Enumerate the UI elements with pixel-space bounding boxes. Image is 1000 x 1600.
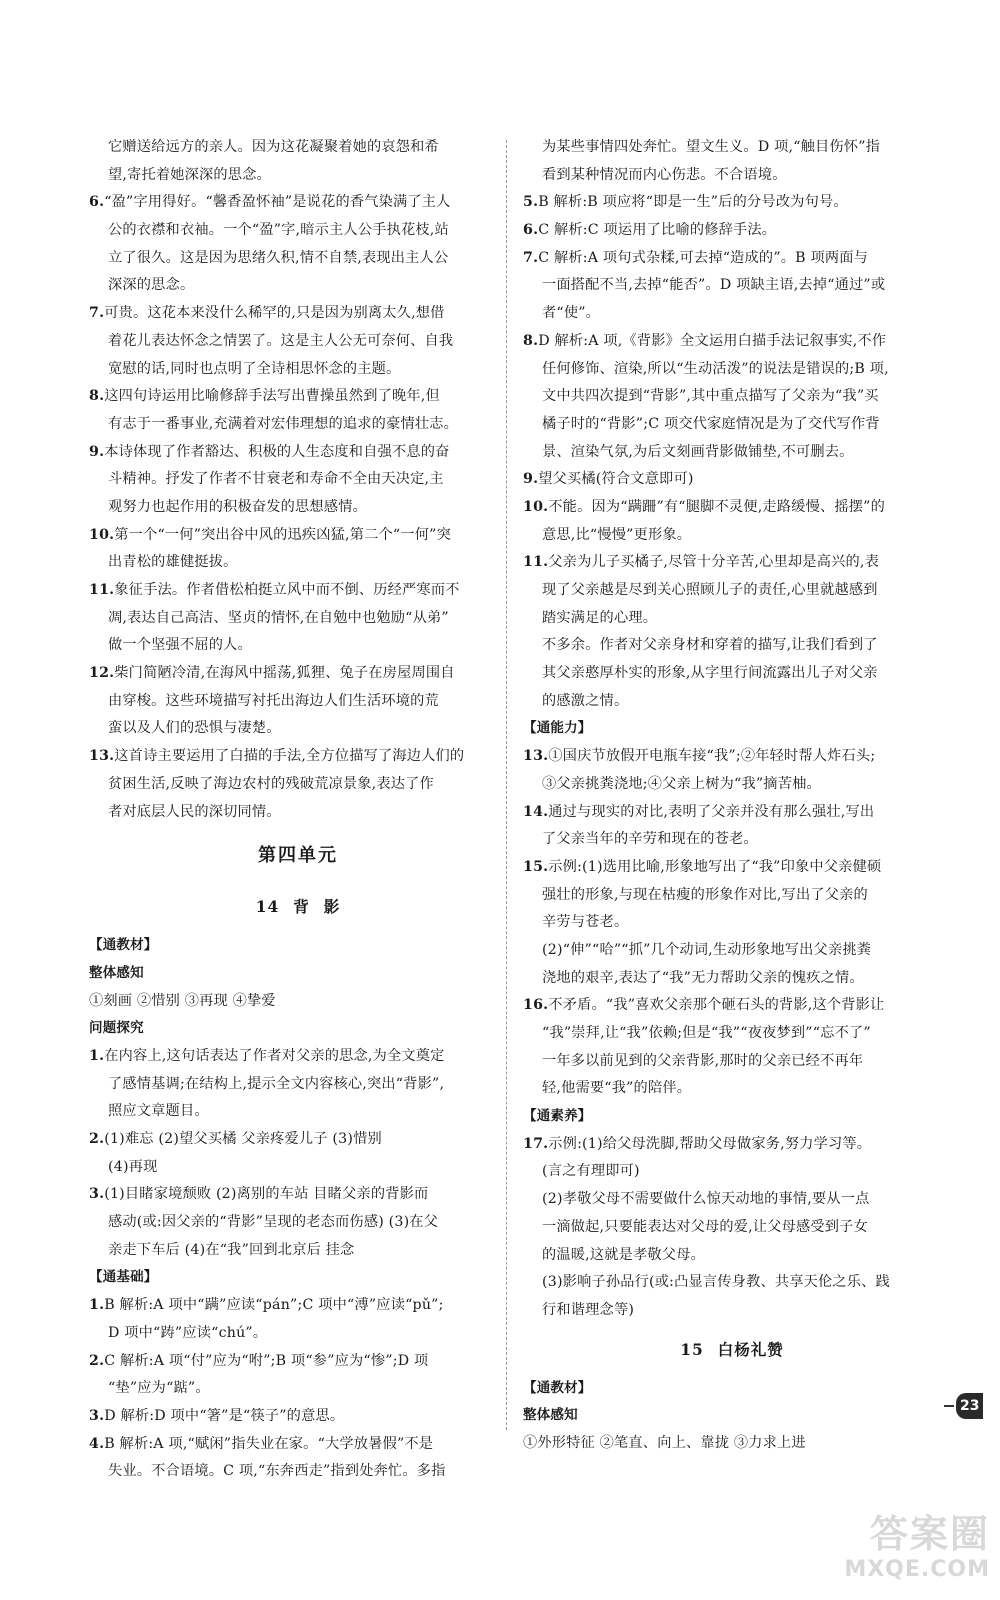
lesson-title bbox=[523, 1325, 941, 1375]
text-line: “盈”字用得好。“馨香盈怀袖”是说花的香气染满了主人 bbox=[104, 194, 451, 211]
section-heading: 【通教材】 bbox=[523, 1379, 592, 1396]
text-line: 通过与现实的对比,表明了父亲并没有那么强壮,写出 bbox=[548, 803, 875, 820]
text-line: 的感激之情。 bbox=[542, 692, 629, 709]
answer-b1 bbox=[89, 1292, 507, 1320]
answer-11 bbox=[523, 549, 941, 577]
text-line: 柴门简陋冷清,在海风中摇荡,狐狸、兔子在房屋周围自 bbox=[114, 665, 455, 682]
text-line: 第一个“一何”突出谷中风的迅疾凶猛,第二个“一何”突 bbox=[114, 526, 451, 543]
answer-9 bbox=[89, 439, 507, 467]
text-line: B 解析:A 项,“赋闲”指失业在家。“大学放暑假”不是 bbox=[104, 1435, 434, 1452]
text-line: 的温暖,这就是孝敬父母。 bbox=[542, 1246, 705, 1263]
section-heading: 【通素养】 bbox=[523, 1108, 592, 1125]
text-line: (4)再现 bbox=[108, 1158, 158, 1175]
question-number: 8. bbox=[523, 332, 539, 349]
answer-b3 bbox=[89, 1403, 507, 1431]
unit-title: 第四单元 bbox=[258, 845, 338, 867]
text-line: 不矛盾。“我”喜欢父亲那个砸石头的背影,这个背影让 bbox=[548, 997, 885, 1014]
text-line: 公的衣襟和衣袖。一个“盈”字,暗示主人公手执花枝,站 bbox=[108, 222, 449, 239]
answer-6 bbox=[523, 217, 941, 245]
question-number: 16. bbox=[523, 997, 549, 1014]
text-line: 一滴做起,只要能表达对父母的爱,让父母感受到子女 bbox=[542, 1218, 868, 1235]
question-number: 7. bbox=[89, 305, 105, 322]
question-number: 11. bbox=[89, 582, 115, 598]
text-line: (言之有理即可) bbox=[542, 1163, 640, 1180]
answer-b4 bbox=[89, 1431, 507, 1459]
text-line: 这四句诗运用比喻修辞手法写出曹操虽然到了晚年,但 bbox=[104, 388, 440, 405]
answer-16 bbox=[523, 992, 941, 1020]
text-line: 文中共四次提到“背影”,其中重点描写了父亲为“我”买 bbox=[542, 388, 879, 405]
question-number: 3. bbox=[89, 1407, 105, 1424]
question-number: 6. bbox=[523, 222, 539, 239]
text-line: (3)影响子孙品行(或:凸显言传身教、共享天伦之乐、践 bbox=[542, 1274, 890, 1291]
question-number: 5. bbox=[523, 194, 539, 211]
text-line: 辛劳与苍老。 bbox=[542, 914, 629, 931]
text-line: C 解析:A 项“付”应为“咐”;B 项“参”应为“惨”;D 项 bbox=[104, 1352, 429, 1369]
text-line: 踏实满足的心理。 bbox=[542, 609, 658, 626]
question-number: 7. bbox=[523, 249, 539, 266]
question-number: 2. bbox=[89, 1131, 105, 1147]
page-number-dash bbox=[944, 1405, 954, 1407]
text-line: 为某些事情四处奔忙。望文生义。D 项,“触目伤怀”指 bbox=[542, 139, 881, 155]
text-line: 斗精神。抒发了作者不甘衰老和寿命不全由天决定,主 bbox=[108, 471, 444, 488]
text-line: B 解析:A 项中“蹒”应读“pán”;C 项中“溥”应读“pǔ”; bbox=[104, 1297, 444, 1314]
section-heading: 【通基础】 bbox=[89, 1269, 158, 1286]
text-line: ③父亲挑粪浇地;④父亲上树为“我”摘苦柚。 bbox=[542, 775, 821, 792]
text-line: 强壮的形象,与现在枯瘦的形象作对比,写出了父亲的 bbox=[542, 886, 868, 903]
answer-7 bbox=[523, 245, 941, 273]
answer-3 bbox=[89, 1181, 507, 1209]
page-number bbox=[944, 1393, 983, 1419]
text-line: “垫”应为“踮”。 bbox=[108, 1380, 210, 1397]
answer-10 bbox=[523, 494, 941, 522]
text-line: B 解析:B 项应将“即是一生”后的分号改为句号。 bbox=[538, 194, 848, 211]
answer-7 bbox=[89, 300, 507, 328]
question-number: 13. bbox=[523, 748, 549, 765]
text-line: 有志于一番事业,充满着对宏伟理想的追求的豪情壮志。 bbox=[108, 415, 459, 432]
text-line: 本诗体现了作者豁达、积极的人生态度和自强不息的奋 bbox=[104, 443, 450, 460]
lesson-number: 15 bbox=[680, 1339, 704, 1359]
text-line: 深深的思念。 bbox=[108, 277, 195, 294]
column-divider bbox=[506, 140, 507, 1430]
answer-12 bbox=[89, 660, 507, 688]
question-number: 13. bbox=[89, 748, 115, 765]
text-line: (1)难忘 (2)望父买橘 父亲疼爱儿子 (3)惜别 bbox=[104, 1131, 382, 1147]
text-line: 一面搭配不当,去掉“能否”。D 项缺主语,去掉“通过”或 bbox=[542, 277, 886, 294]
text-line: 出青松的雄健挺拔。 bbox=[108, 554, 238, 571]
question-number: 14. bbox=[523, 803, 549, 820]
question-number: 9. bbox=[523, 471, 539, 488]
text-line: D 项中“踌”应读“chú”。 bbox=[108, 1324, 268, 1341]
watermark bbox=[810, 1512, 990, 1592]
text-line: 示例:(1)给父母洗脚,帮助父母做家务,努力学习等。 bbox=[548, 1135, 872, 1152]
lesson-name: 白杨礼赞 bbox=[717, 1339, 784, 1359]
text-line: 父亲为儿子买橘子,尽管十分辛苦,心里却是高兴的,表 bbox=[548, 554, 879, 571]
subsection-heading: 整体感知 bbox=[89, 964, 144, 981]
text-line: 在内容上,这句话表达了作者对父亲的思念,为全文奠定 bbox=[104, 1047, 445, 1064]
right-column bbox=[523, 134, 941, 1458]
text-line: 立了很久。这是因为思绪久积,情不自禁,表现出主人公 bbox=[108, 249, 449, 266]
answer-13 bbox=[89, 743, 507, 771]
answer-6 bbox=[89, 189, 507, 217]
text-line: (2)“伸”“哈”“抓”几个动词,生动形象地写出父亲挑粪 bbox=[542, 941, 872, 958]
answer-13 bbox=[523, 743, 941, 771]
subsection-heading: 整体感知 bbox=[523, 1407, 578, 1424]
text-line: 现了父亲越是尽到关心照顾儿子的责任,心里就越感到 bbox=[542, 582, 878, 598]
text-line: “我”崇拜,让“我”依赖;但是“我”“夜夜梦到”“忘不了” bbox=[542, 1025, 871, 1041]
left-column bbox=[89, 134, 507, 1486]
text-line: 蛮以及人们的恐惧与凄楚。 bbox=[108, 720, 281, 737]
answer-2 bbox=[89, 1126, 507, 1154]
watermark-url: MXQE.COM bbox=[844, 1557, 990, 1582]
answer-17 bbox=[523, 1131, 941, 1159]
text-line: 这首诗主要运用了白描的手法,全方位描写了海边人们的 bbox=[114, 748, 465, 765]
question-number: 9. bbox=[89, 443, 105, 460]
text-line: 望父买橘(符合文意即可) bbox=[538, 471, 694, 488]
text-line: 不多余。作者对父亲身材和穿着的描写,让我们看到了 bbox=[542, 637, 878, 654]
question-number: 10. bbox=[523, 498, 549, 515]
text-line: 失业。不合语境。C 项,“东奔西走”指到处奔忙。多指 bbox=[108, 1463, 446, 1480]
text-line: 观努力也起作用的积极奋发的思想感情。 bbox=[108, 498, 367, 515]
text-line: 感动(或:因父亲的“背影”呈现的老态而伤感) (3)在父 bbox=[108, 1214, 439, 1231]
text-line: 意思,比“慢慢”更形象。 bbox=[542, 526, 692, 543]
text-line: 不能。因为“蹒跚”有“腿脚不灵便,走路缓慢、摇摆”的 bbox=[548, 498, 885, 515]
text-line: ①国庆节放假开电瓶车接“我”;②年轻时帮人炸石头; bbox=[548, 748, 876, 765]
answer-1 bbox=[89, 1043, 507, 1071]
text-line: 贫困生活,反映了海边农村的残破荒凉景象,表达了作 bbox=[108, 775, 434, 792]
answer-b2 bbox=[89, 1348, 507, 1376]
text-line: 景、渲染气氛,为后文刻画背影做铺垫,不可删去。 bbox=[542, 443, 854, 460]
answer-14 bbox=[523, 799, 941, 827]
watermark-logo-text: 答案圈 bbox=[869, 1512, 990, 1556]
answer-10 bbox=[89, 522, 507, 550]
text-line: (1)目睹家境颓败 (2)离别的车站 目睹父亲的背影而 bbox=[104, 1186, 429, 1203]
question-number: 2. bbox=[89, 1352, 105, 1369]
text-line: 浇地的艰辛,表达了“我”无力帮助父亲的愧疚之情。 bbox=[542, 969, 864, 986]
text-line: 望,寄托着她深深的思念。 bbox=[108, 166, 271, 183]
text-line: 做一个坚强不屈的人。 bbox=[108, 637, 252, 654]
question-number: 15. bbox=[523, 858, 549, 875]
text-line: 着花儿表达怀念之情罢了。这是主人公无可奈何、自我 bbox=[108, 332, 454, 349]
answer-8 bbox=[523, 328, 941, 356]
text-line: 橘子时的“背影”;C 项交代家庭情况是为了交代写作背 bbox=[542, 415, 880, 432]
text-line: 者对底层人民的深切同情。 bbox=[108, 803, 281, 820]
text-line: 可贵。这花本来没什么稀罕的,只是因为别离太久,想借 bbox=[104, 305, 445, 322]
text-line: 宽慰的话,同时也点明了全诗相思怀念的主题。 bbox=[108, 360, 401, 377]
question-number: 3. bbox=[89, 1186, 105, 1203]
question-number: 10. bbox=[89, 526, 115, 543]
lesson-number: 14 bbox=[255, 897, 280, 917]
question-number: 12. bbox=[89, 665, 115, 682]
text-line: 其父亲憨厚朴实的形象,从字里行间流露出儿子对父亲 bbox=[542, 665, 878, 682]
text-line: 任何修饰、渲染,所以“生动活泼”的说法是错误的;B 项, bbox=[542, 360, 889, 377]
subsection-heading: 问题探究 bbox=[89, 1020, 144, 1037]
lesson-title bbox=[89, 882, 507, 932]
text-line: 行和谐理念等) bbox=[542, 1301, 635, 1318]
answer-5 bbox=[523, 189, 941, 217]
section-heading: 【通能力】 bbox=[523, 720, 592, 737]
question-number: 1. bbox=[89, 1047, 105, 1064]
question-number: 11. bbox=[523, 554, 549, 571]
answer-15 bbox=[523, 854, 941, 882]
lesson-name-char: 背 bbox=[293, 897, 310, 917]
answer-8 bbox=[89, 383, 507, 411]
text-line: 凋,表达自己高洁、坚贞的情怀,在自勉中也勉励“从弟” bbox=[108, 609, 449, 626]
section-heading: 【通教材】 bbox=[89, 937, 158, 954]
page-number-badge: 23 bbox=[956, 1393, 983, 1419]
text-line: 了父亲当年的辛劳和现在的苍老。 bbox=[542, 831, 758, 848]
text-line: 者“使”。 bbox=[542, 305, 601, 322]
question-number: 8. bbox=[89, 388, 105, 405]
answer-9 bbox=[523, 466, 941, 494]
text-line: (2)孝敬父母不需要做什么惊天动地的事情,要从一点 bbox=[542, 1191, 870, 1208]
text-line: 由穿梭。这些环境描写衬托出海边人们生活环境的荒 bbox=[108, 692, 439, 709]
text-line: 轻,他需要“我”的陪伴。 bbox=[542, 1080, 692, 1097]
text-line: 象征手法。作者借松柏挺立风中而不倒、历经严寒而不 bbox=[114, 582, 460, 598]
question-number: 6. bbox=[89, 194, 105, 211]
text-line: 一年多以前见到的父亲背影,那时的父亲已经不再年 bbox=[542, 1052, 864, 1069]
question-number: 1. bbox=[89, 1297, 105, 1314]
text-line: C 解析:C 项运用了比喻的修辞手法。 bbox=[538, 222, 777, 239]
lesson-name-char: 影 bbox=[323, 897, 341, 917]
answer-11 bbox=[89, 577, 507, 605]
text-line: ①刻画 ②惜别 ③再现 ④挚爱 bbox=[89, 992, 276, 1009]
question-number: 17. bbox=[523, 1135, 549, 1152]
text-line: D 解析:A 项,《背影》全文运用白描手法记叙事实,不作 bbox=[538, 332, 887, 349]
text-line: C 解析:A 项句式杂糅,可去掉“造成的”。B 项两面与 bbox=[538, 249, 869, 266]
text-line: 照应文章题目。 bbox=[108, 1103, 209, 1120]
text-line: D 解析:D 项中“箸”是“筷子”的意思。 bbox=[104, 1407, 345, 1424]
text-line: 亲走下车后 (4)在“我”回到北京后 挂念 bbox=[108, 1241, 355, 1258]
text-line: 了感情基调;在结构上,提示全文内容核心,突出“背影”, bbox=[108, 1075, 445, 1092]
text-line: 它赠送给远方的亲人。因为这花凝聚着她的哀怨和希 bbox=[108, 139, 439, 155]
text-line: 示例:(1)选用比喻,形象地写出了“我”印象中父亲健硕 bbox=[548, 858, 882, 875]
question-number: 4. bbox=[89, 1435, 105, 1452]
text-line: ①外形特征 ②笔直、向上、靠拢 ③力求上进 bbox=[523, 1434, 806, 1451]
text-line: 看到某种情况而内心伤悲。不合语境。 bbox=[542, 166, 787, 183]
